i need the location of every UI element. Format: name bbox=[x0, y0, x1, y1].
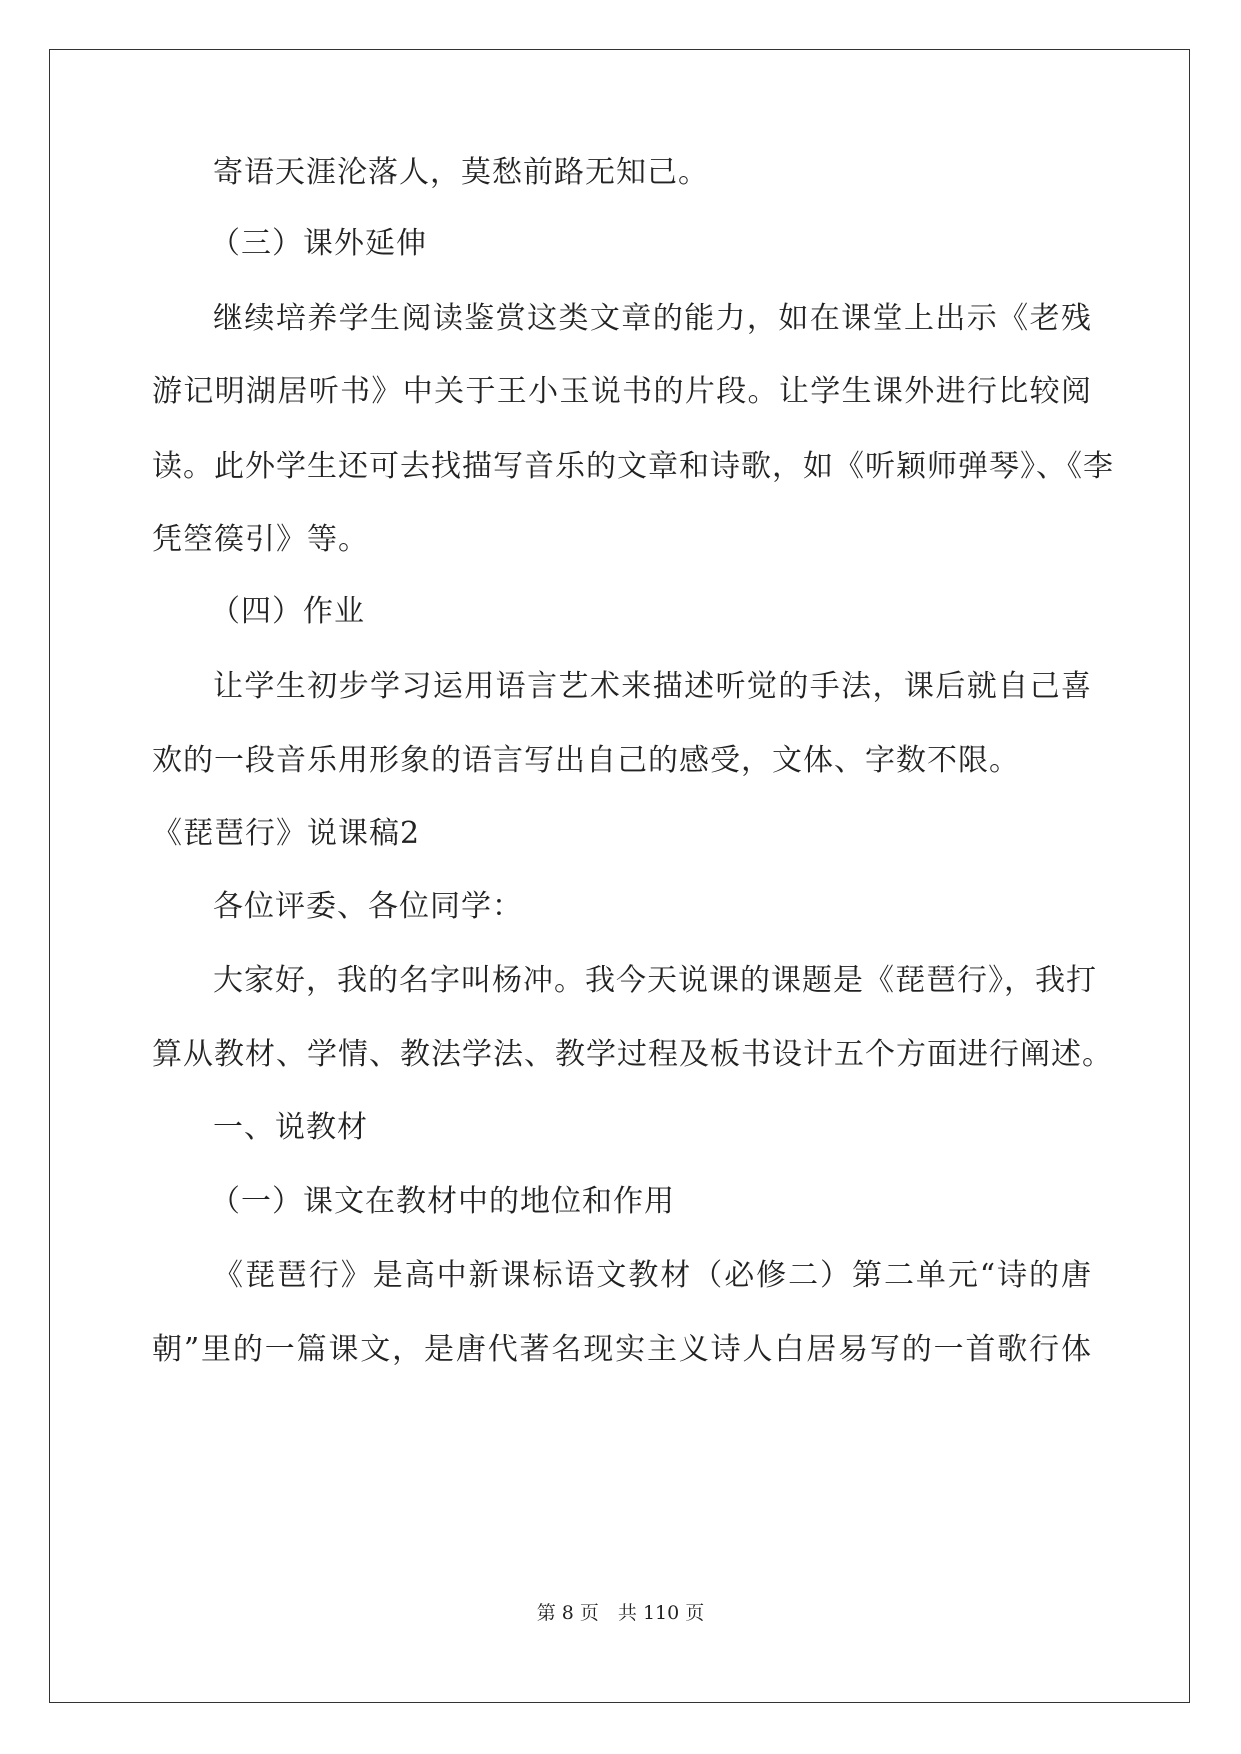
page-number-footer: 第 8 页 共 110 页 bbox=[536, 1602, 705, 1624]
section-heading-textbook: 一、说教材 bbox=[213, 1110, 368, 1145]
paragraph-line: 凭箜篌引》等。 bbox=[152, 522, 369, 557]
paragraph-line: 游记明湖居听书》中关于王小玉说书的片段。让学生课外进行比较阅 bbox=[152, 374, 1092, 409]
document-title: 《琵琶行》说课稿2 bbox=[152, 816, 421, 851]
paragraph-line: 大家好，我的名字叫杨冲。我今天说课的课题是《琵琶行》，我打 bbox=[213, 963, 1097, 998]
paragraph-line: 朝”里的一篇课文，是唐代著名现实主义诗人白居易写的一首歌行体 bbox=[152, 1332, 1092, 1367]
paragraph-line: 算从教材、学情、教法学法、教学过程及板书设计五个方面进行阐述。 bbox=[152, 1037, 1113, 1072]
section-heading-extension: （三）课外延伸 bbox=[210, 226, 427, 261]
paragraph-line: 继续培养学生阅读鉴赏这类文章的能力，如在课堂上出示《老残 bbox=[213, 301, 1092, 336]
greeting-line: 各位评委、各位同学： bbox=[213, 889, 523, 924]
poem-line: 寄语天涯沦落人，莫愁前路无知己。 bbox=[213, 155, 709, 190]
paragraph-line: 欢的一段音乐用形象的语言写出自己的感受，文体、字数不限。 bbox=[152, 743, 1020, 778]
page-border bbox=[49, 49, 1190, 1703]
section-heading-homework: （四）作业 bbox=[210, 594, 365, 629]
paragraph-line: 让学生初步学习运用语言艺术来描述听觉的手法，课后就自己喜 bbox=[213, 669, 1092, 704]
paragraph-line: 《琵琶行》是高中新课标语文教材（必修二）第二单元“诗的唐 bbox=[213, 1258, 1092, 1293]
subsection-heading: （一）课文在教材中的地位和作用 bbox=[210, 1184, 675, 1219]
paragraph-line: 读。此外学生还可去找描写音乐的文章和诗歌，如《听颖师弹琴》、《李 bbox=[152, 449, 1114, 484]
